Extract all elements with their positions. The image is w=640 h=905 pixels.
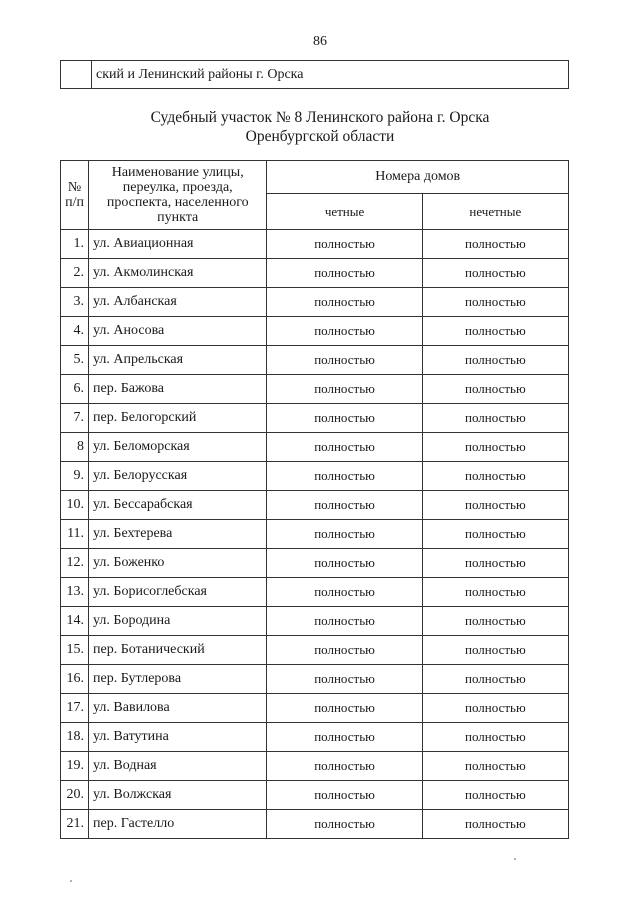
even-houses: полностью (267, 317, 422, 346)
odd-houses: полностью (422, 752, 568, 781)
table-row (61, 346, 569, 375)
even-houses: полностью (267, 694, 422, 723)
even-houses: полностью (267, 781, 422, 810)
table-row (61, 607, 569, 636)
table-row (61, 317, 569, 346)
table-row (61, 723, 569, 752)
street-name: ул. Албанская (89, 288, 267, 317)
odd-houses: полностью (422, 317, 568, 346)
street-name: ул. Беломорская (89, 433, 267, 462)
continuation-num-cell (61, 61, 92, 89)
even-houses: полностью (267, 578, 422, 607)
street-name: ул. Борисоглебская (89, 578, 267, 607)
row-number: 20. (61, 781, 89, 810)
even-houses: полностью (267, 607, 422, 636)
even-houses: полностью (267, 752, 422, 781)
table-row (61, 636, 569, 665)
even-houses: полностью (267, 346, 422, 375)
even-houses: полностью (267, 520, 422, 549)
row-number: 4. (61, 317, 89, 346)
row-number: 12. (61, 549, 89, 578)
odd-houses: полностью (422, 259, 568, 288)
header-name: Наименование улицы, переулка, проезда, проспекта, населенного пункта (89, 161, 267, 230)
table-body (61, 230, 569, 839)
heading-line-1: Судебный участок № 8 Ленинского района г. Орска (150, 109, 490, 126)
section-heading (0, 108, 640, 146)
even-houses: полностью (267, 375, 422, 404)
odd-houses: полностью (422, 288, 568, 317)
even-houses: полностью (267, 288, 422, 317)
row-number: 10. (61, 491, 89, 520)
streets-table (60, 160, 569, 839)
header-num: № п/п (61, 161, 89, 230)
even-houses: полностью (267, 433, 422, 462)
table-row (61, 375, 569, 404)
street-name: ул. Бородина (89, 607, 267, 636)
odd-houses: полностью (422, 520, 568, 549)
table-row (61, 520, 569, 549)
page-number: 86 (313, 34, 327, 49)
even-houses: полностью (267, 665, 422, 694)
table-row (61, 781, 569, 810)
odd-houses: полностью (422, 404, 568, 433)
street-name: ул. Боженко (89, 549, 267, 578)
street-name: ул. Бессарабская (89, 491, 267, 520)
header-row (61, 161, 569, 194)
odd-houses: полностью (422, 810, 568, 839)
row-number: 21. (61, 810, 89, 839)
table-row (61, 810, 569, 839)
heading-line-2: Оренбургской области (245, 128, 395, 145)
street-name: ул. Аносова (89, 317, 267, 346)
street-name: ул. Акмолинская (89, 259, 267, 288)
row-number: 9. (61, 462, 89, 491)
street-name: ул. Ватутина (89, 723, 267, 752)
odd-houses: полностью (422, 636, 568, 665)
even-houses: полностью (267, 549, 422, 578)
table-row (61, 462, 569, 491)
row-number: 8 (61, 433, 89, 462)
odd-houses: полностью (422, 346, 568, 375)
odd-houses: полностью (422, 665, 568, 694)
table-row (61, 404, 569, 433)
scan-speck (514, 858, 516, 860)
continuation-table (60, 60, 569, 89)
table-row (61, 433, 569, 462)
row-number: 18. (61, 723, 89, 752)
row-number: 1. (61, 230, 89, 259)
street-name: пер. Ботанический (89, 636, 267, 665)
row-number: 13. (61, 578, 89, 607)
even-houses: полностью (267, 230, 422, 259)
odd-houses: полностью (422, 694, 568, 723)
header-even: четные (267, 193, 422, 229)
row-number: 7. (61, 404, 89, 433)
scan-speck (70, 880, 72, 882)
odd-houses: полностью (422, 781, 568, 810)
continuation-text: ский и Ленинский районы г. Орска (92, 61, 569, 89)
row-number: 17. (61, 694, 89, 723)
row-number: 19. (61, 752, 89, 781)
odd-houses: полностью (422, 607, 568, 636)
even-houses: полностью (267, 259, 422, 288)
even-houses: полностью (267, 723, 422, 752)
even-houses: полностью (267, 810, 422, 839)
header-odd: нечетные (422, 193, 568, 229)
table-row (61, 578, 569, 607)
odd-houses: полностью (422, 549, 568, 578)
street-name: ул. Вавилова (89, 694, 267, 723)
even-houses: полностью (267, 636, 422, 665)
row-number: 2. (61, 259, 89, 288)
odd-houses: полностью (422, 723, 568, 752)
row-number: 5. (61, 346, 89, 375)
street-name: ул. Водная (89, 752, 267, 781)
table-row (61, 694, 569, 723)
continuation-row (61, 61, 569, 89)
street-name: ул. Волжская (89, 781, 267, 810)
street-name: пер. Белогорский (89, 404, 267, 433)
even-houses: полностью (267, 491, 422, 520)
even-houses: полностью (267, 462, 422, 491)
odd-houses: полностью (422, 433, 568, 462)
street-name: ул. Бехтерева (89, 520, 267, 549)
row-number: 6. (61, 375, 89, 404)
odd-houses: полностью (422, 375, 568, 404)
header-houses: Номера домов (267, 161, 569, 194)
row-number: 15. (61, 636, 89, 665)
street-name: ул. Апрельская (89, 346, 267, 375)
odd-houses: полностью (422, 491, 568, 520)
row-number: 11. (61, 520, 89, 549)
table-row (61, 230, 569, 259)
table-row (61, 288, 569, 317)
table-row (61, 259, 569, 288)
street-name: пер. Бажова (89, 375, 267, 404)
odd-houses: полностью (422, 230, 568, 259)
odd-houses: полностью (422, 462, 568, 491)
row-number: 3. (61, 288, 89, 317)
table-row (61, 491, 569, 520)
street-name: ул. Авиационная (89, 230, 267, 259)
even-houses: полностью (267, 404, 422, 433)
street-name: ул. Белорусская (89, 462, 267, 491)
row-number: 16. (61, 665, 89, 694)
table-row (61, 665, 569, 694)
street-name: пер. Гастелло (89, 810, 267, 839)
table-row (61, 752, 569, 781)
row-number: 14. (61, 607, 89, 636)
odd-houses: полностью (422, 578, 568, 607)
table-row (61, 549, 569, 578)
street-name: пер. Бутлерова (89, 665, 267, 694)
